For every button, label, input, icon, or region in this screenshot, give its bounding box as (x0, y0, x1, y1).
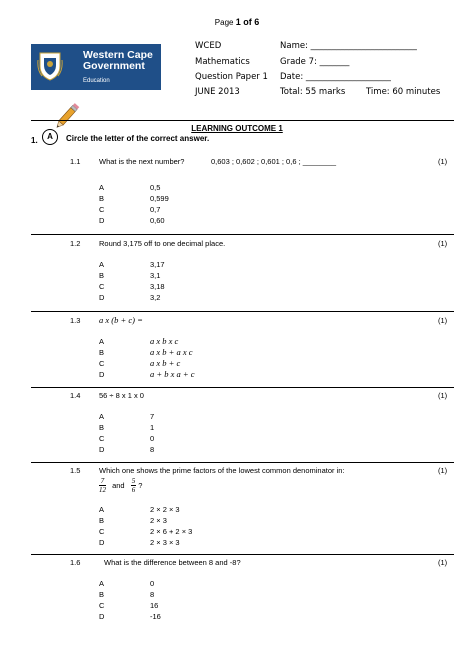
question-text: What is the difference between 8 and -8? (104, 558, 241, 567)
question-number: 1.3 (70, 316, 81, 325)
question-text: a x (b + c) = (99, 315, 143, 325)
question-divider (31, 554, 454, 555)
fraction-and: and (112, 481, 125, 490)
info-grade: Grade 7: _______ (280, 57, 350, 67)
option-letter: A (99, 412, 105, 421)
option-value: 0 (150, 434, 155, 443)
option-letter: D (99, 370, 105, 379)
question-mark: ? (138, 481, 143, 490)
info-name-line: Name: _________________________ (280, 41, 417, 51)
option-value: 0,60 (150, 216, 165, 225)
option-letter: A (99, 183, 105, 192)
question-divider (31, 311, 454, 312)
option-value: 7 (150, 412, 155, 421)
option-value: 0 (150, 579, 155, 588)
info-paper: Question Paper 1 (195, 72, 268, 82)
page-number-value: 1 of 6 (235, 17, 260, 27)
option-letter: C (99, 282, 105, 291)
info-subject: Mathematics (195, 57, 250, 67)
question-number: 1.4 (70, 391, 81, 400)
option-value: 2 × 3 × 3 (150, 538, 180, 547)
question-text: What is the next number? (99, 157, 185, 166)
page-number (0, 17, 474, 27)
question-divider (31, 462, 454, 463)
fraction-numerator: 5 (131, 477, 136, 485)
option-letter: D (99, 445, 105, 454)
option-letter: C (99, 205, 105, 214)
option-letter: C (99, 527, 105, 536)
option-letter: D (99, 216, 105, 225)
option-value: 2 × 2 × 3 (150, 505, 180, 514)
option-letter: D (99, 612, 105, 621)
question-number: 1.2 (70, 239, 81, 248)
fraction-5-6 (131, 477, 137, 494)
option-value: 2 × 6 + 2 × 3 (150, 527, 193, 536)
section-letter-circle: A (42, 129, 58, 145)
question-marks: (1) (438, 558, 448, 567)
option-letter: D (99, 538, 105, 547)
option-value: 0,5 (150, 183, 161, 192)
question-number: 1.5 (70, 466, 81, 475)
info-date-line: Date: ____________________ (280, 72, 391, 82)
option-letter: C (99, 359, 105, 368)
option-letter: A (99, 260, 105, 269)
option-letter: B (99, 348, 105, 357)
option-value: 3,1 (150, 271, 161, 280)
option-letter: C (99, 434, 105, 443)
option-letter: B (99, 194, 105, 203)
option-value: 1 (150, 423, 155, 432)
question-number: 1.6 (70, 558, 81, 567)
page-number-prefix: Page (214, 18, 234, 27)
fraction-denominator: 12 (99, 486, 106, 494)
fraction-expression (99, 477, 142, 494)
header-rule (31, 120, 454, 121)
option-value: 3,2 (150, 293, 161, 302)
option-letter: C (99, 601, 105, 610)
question-marks: (1) (438, 466, 448, 475)
option-value: 16 (150, 601, 159, 610)
option-value: 2 × 3 (150, 516, 167, 525)
option-letter: B (99, 516, 105, 525)
question-marks: (1) (438, 239, 448, 248)
info-wced: WCED (195, 41, 222, 51)
info-exam-date: JUNE 2013 (195, 87, 240, 97)
option-letter: B (99, 590, 105, 599)
option-value: 8 (150, 445, 155, 454)
question-divider (31, 387, 454, 388)
logo-department: Education (83, 78, 110, 84)
logo-name (83, 50, 153, 72)
option-value: 0,599 (150, 194, 169, 203)
option-letter: B (99, 423, 105, 432)
option-value: -16 (150, 612, 161, 621)
option-letter: D (99, 293, 105, 302)
learning-outcome-title: LEARNING OUTCOME 1 (191, 124, 283, 133)
option-letter: B (99, 271, 105, 280)
option-letter: A (99, 505, 105, 514)
question-text: 56 ÷ 8 x 1 x 0 (99, 391, 144, 400)
option-value: a x b + a x c (150, 347, 193, 357)
option-letter: A (99, 579, 105, 588)
option-value: 8 (150, 590, 155, 599)
section-number: 1. (31, 136, 38, 145)
option-letter: A (99, 337, 105, 346)
number-sequence: 0,603 ; 0,602 ; 0,601 ; 0,6 ; ________ (211, 157, 337, 166)
option-value: 3,18 (150, 282, 165, 291)
question-marks: (1) (438, 391, 448, 400)
info-time: Time: 60 minutes (366, 87, 441, 97)
option-value: a + b x a + c (150, 369, 195, 379)
question-marks: (1) (438, 157, 448, 166)
coat-of-arms-icon (37, 50, 63, 82)
option-value: 3,17 (150, 260, 165, 269)
question-marks: (1) (438, 316, 448, 325)
fraction-denominator: 6 (131, 486, 136, 494)
question-number: 1.1 (70, 157, 81, 166)
option-value: a x b x c (150, 336, 179, 346)
question-text: Which one shows the prime factors of the lowest common denominator in: (99, 466, 345, 475)
logo-line-2: Government (83, 60, 145, 72)
section-instruction: Circle the letter of the correct answer. (66, 134, 210, 143)
logo-line-1: Western Cape (83, 49, 153, 61)
fraction-7-12 (99, 477, 106, 494)
western-cape-government-logo (31, 44, 161, 90)
option-value: 0,7 (150, 205, 161, 214)
fraction-numerator: 7 (100, 477, 105, 485)
question-divider (31, 234, 454, 235)
info-total-marks: Total: 55 marks (280, 87, 346, 97)
question-text: Round 3,175 off to one decimal place. (99, 239, 226, 248)
option-value: a x b + c (150, 358, 181, 368)
